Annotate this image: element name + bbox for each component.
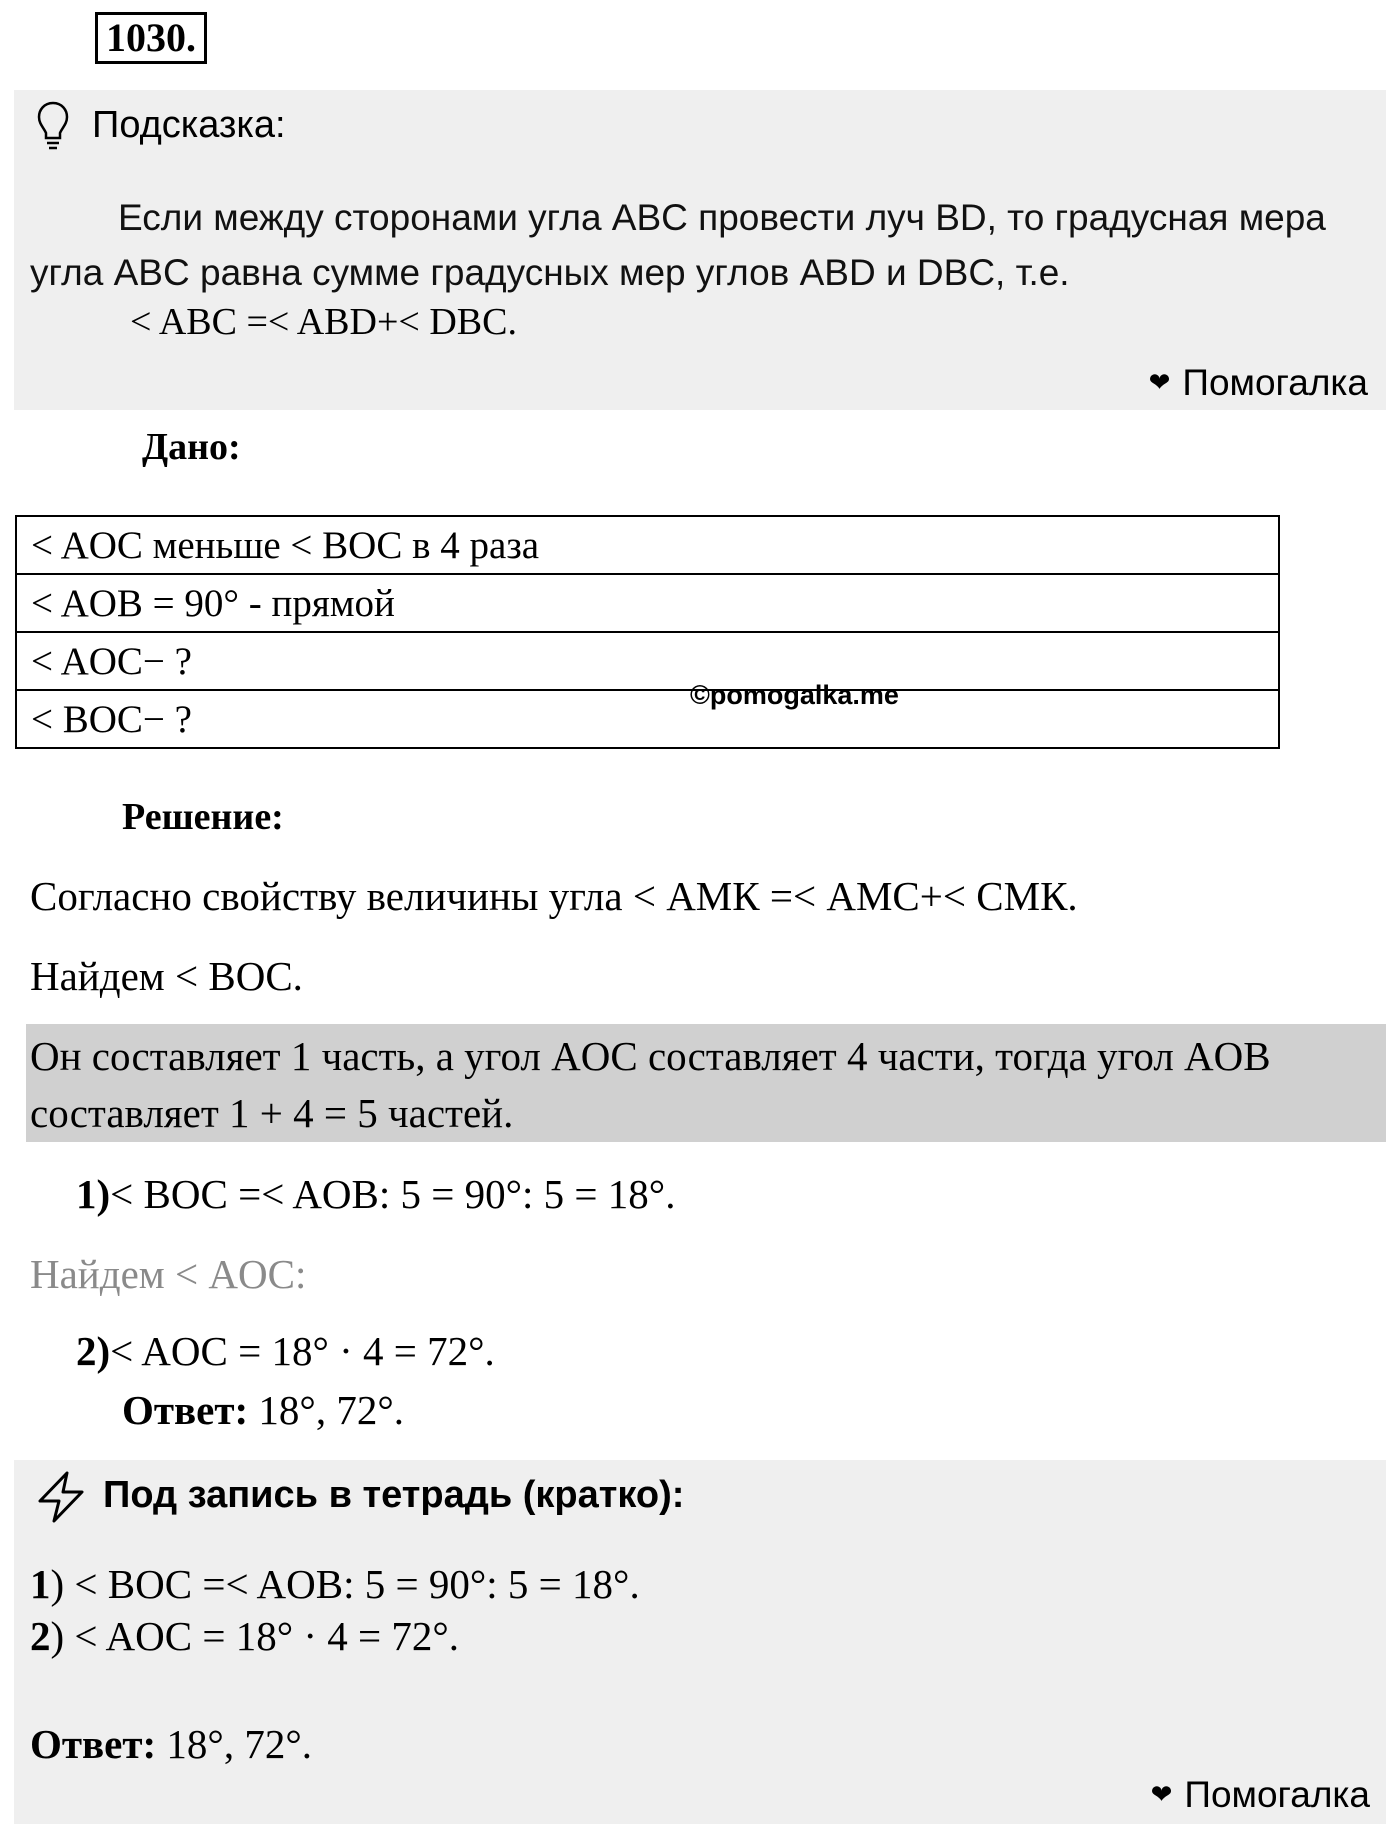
notes-step-2-number: 2 — [30, 1613, 51, 1659]
problem-number: 1030. — [95, 12, 207, 64]
given-table — [15, 515, 1280, 749]
brand-text: Помогалка — [1182, 362, 1368, 403]
given-row-2: < AOB = 90° - прямой — [16, 574, 1279, 632]
given-row-1: < AOC меньше < BOC в 4 раза — [16, 516, 1279, 574]
step-2-number: 2) — [76, 1328, 111, 1374]
heart-icon: ❤ — [1150, 1779, 1173, 1809]
given-title: Дано: — [142, 426, 241, 468]
brand-label — [1149, 362, 1368, 404]
brand-text-bottom: Помогалка — [1184, 1774, 1370, 1815]
answer-label: Ответ: — [122, 1387, 249, 1433]
solution-line-2: Найдем < BOC. — [30, 953, 303, 999]
hint-text: Если между сторонами угла ABC провести луч BD, то градусная мера угла ABC равна сумме градусных мер углов ABD и DBC, т.е. — [30, 197, 1326, 293]
notes-answer-label: Ответ: — [30, 1721, 157, 1767]
table-row — [16, 574, 1279, 632]
given-row-4: < BOC− ? — [16, 690, 1279, 748]
hint-title: Подсказка: — [92, 104, 286, 146]
solution-line-3: Найдем < AOC: — [30, 1251, 307, 1297]
solution-line-1: Согласно свойству величины угла < АМК =< АМС+< СМК. — [30, 873, 1078, 919]
notes-step-1-number: 1 — [30, 1561, 51, 1607]
step-1-text: < BOC =< AOB: 5 = 90°: 5 = 18°. — [110, 1171, 676, 1217]
solution-answer — [122, 1386, 404, 1434]
solution-title: Решение: — [122, 796, 284, 838]
watermark: ©pomogalka.me — [690, 680, 899, 710]
table-row — [16, 632, 1279, 690]
lightbulb-icon — [36, 100, 70, 152]
answer-value: 18°, 72°. — [258, 1387, 404, 1433]
hint-formula: < ABC =< ABD+< DBC. — [130, 301, 517, 343]
notes-title: Под запись в тетрадь (кратко): — [103, 1474, 685, 1516]
step-2-text: < AOC = 18° · 4 = 72°. — [110, 1328, 495, 1374]
step-1-number: 1) — [76, 1171, 111, 1217]
solution-step-1 — [76, 1170, 675, 1218]
solution-step-2 — [76, 1327, 495, 1375]
lightning-icon — [34, 1470, 88, 1524]
notes-step-2-text: ) < AOC = 18° · 4 = 72°. — [50, 1613, 460, 1659]
heart-icon: ❤ — [1148, 367, 1171, 397]
notes-step-1 — [30, 1560, 640, 1608]
brand-label-bottom — [1151, 1774, 1370, 1816]
notes-step-1-text: ) < BOC =< AOB: 5 = 90°: 5 = 18°. — [50, 1561, 640, 1607]
notes-answer — [30, 1720, 312, 1768]
notes-answer-value: 18°, 72°. — [166, 1721, 312, 1767]
notes-step-2 — [30, 1612, 459, 1660]
table-row — [16, 516, 1279, 574]
table-row — [16, 690, 1279, 748]
given-row-3: < AOC− ? — [16, 632, 1279, 690]
highlight-text: Он составляет 1 часть, а угол AOC составляет 4 части, тогда угол AOB составляет 1 + 4 = 5 частей. — [30, 1033, 1271, 1136]
